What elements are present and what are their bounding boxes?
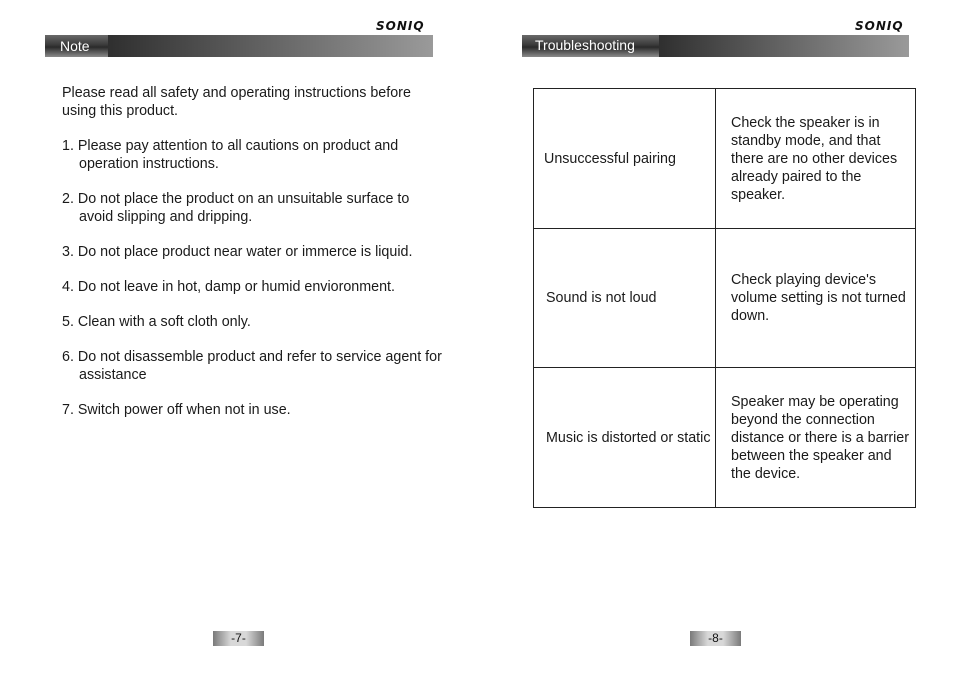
list-item: 5. Clean with a soft cloth only. [62, 314, 251, 330]
table-row [534, 229, 916, 368]
troubleshooting-table [533, 88, 916, 508]
list-item: 4. Do not leave in hot, damp or humid envioronment. [62, 279, 395, 295]
list-item: 7. Switch power off when not in use. [62, 402, 291, 418]
page-number: -7- [213, 631, 264, 646]
solution-cell: Check playing device's volume setting is not turned down. [716, 229, 916, 368]
list-item: 1. Please pay attention to all cautions on product and operation instructions. [62, 138, 399, 172]
list-item: 3. Do not place product near water or immerce is liquid. [62, 244, 413, 260]
section-title: Troubleshooting [535, 37, 635, 53]
list-item: 6. Do not disassemble product and refer to service agent for assistance [62, 349, 442, 383]
notes-list [62, 137, 442, 419]
solution-cell: Speaker may be operating beyond the connection distance or there is a barrier between the speaker and the device. [716, 368, 916, 508]
page-8 [477, 0, 954, 677]
table-row [534, 368, 916, 508]
list-item: 2. Do not place the product on an unsuitable surface to avoid slipping and dripping. [62, 191, 410, 225]
brand-logo: SONIQ [855, 19, 904, 33]
section-header-bar [522, 35, 909, 57]
notes-intro: Please read all safety and operating instructions before using this product. [62, 85, 411, 119]
problem-cell: Sound is not loud [534, 229, 716, 368]
section-title: Note [60, 38, 90, 54]
solution-cell: Check the speaker is in standby mode, and that there are no other devices already paired to the speaker. [716, 89, 916, 229]
section-header-bar [45, 35, 433, 57]
safety-notes [62, 84, 442, 436]
brand-logo: SONIQ [376, 19, 425, 33]
page-number: -8- [690, 631, 741, 646]
table-row [534, 89, 916, 229]
problem-cell: Music is distorted or static [534, 368, 716, 508]
problem-cell: Unsuccessful pairing [534, 89, 716, 229]
